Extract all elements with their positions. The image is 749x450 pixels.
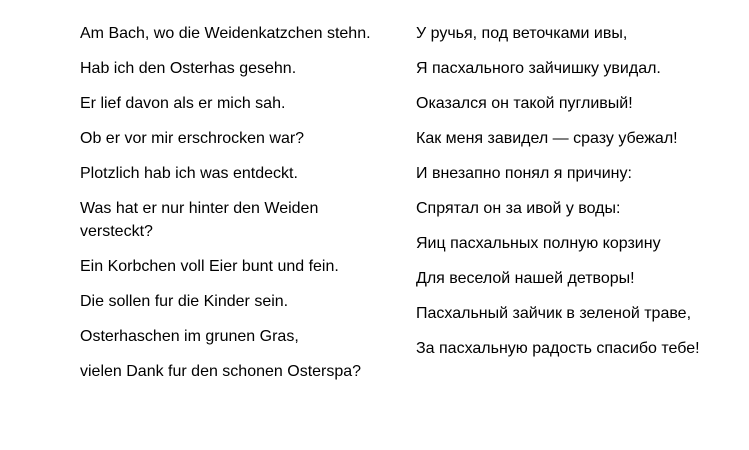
poem-line-de-8: Die sollen fur die Kinder sein. (80, 293, 289, 310)
poem-line-ru-3: Оказался он такой пугливый! (416, 95, 633, 112)
poem-line-de-1: Am Bach, wo die Weidenkatzchen stehn. (80, 25, 371, 42)
russian-poem-column (416, 22, 736, 372)
poem-line-de-2: Hab ich den Osterhas gesehn. (80, 60, 297, 77)
poem-line-ru-10: За пасхальную радость спасибо тебе! (416, 340, 700, 357)
poem-line-de-10: vielen Dank fur den schonen Osterspa? (80, 363, 362, 380)
poem-line-de-6: Was hat er nur hinter den Weiden versteckt? (80, 200, 319, 240)
poem-line-ru-5: И внезапно понял я причину: (416, 165, 632, 182)
poem-line-ru-2: Я пасхального зайчишку увидал. (416, 60, 661, 77)
poem-line-de-5: Plotzlich hab ich was entdeckt. (80, 165, 298, 182)
poem-line-de-9: Osterhaschen im grunen Gras, (80, 328, 299, 345)
german-poem-column (80, 22, 380, 395)
poem-line-ru-4: Как меня завидел — сразу убежал! (416, 130, 678, 147)
poem-line-ru-6: Спрятал он за ивой у воды: (416, 200, 621, 217)
poem-line-ru-1: У ручья, под веточками ивы, (416, 25, 628, 42)
poem-line-ru-9: Пасхальный зайчик в зеленой траве, (416, 305, 692, 322)
poem-line-de-7: Ein Korbchen voll Eier bunt und fein. (80, 258, 339, 275)
poem-line-ru-7: Яиц пасхальных полную корзину (416, 235, 661, 252)
poem-line-de-4: Ob er vor mir erschrocken war? (80, 130, 305, 147)
poem-line-ru-8: Для веселой нашей детворы! (416, 270, 635, 287)
poem-line-de-3: Er lief davon als er mich sah. (80, 95, 286, 112)
